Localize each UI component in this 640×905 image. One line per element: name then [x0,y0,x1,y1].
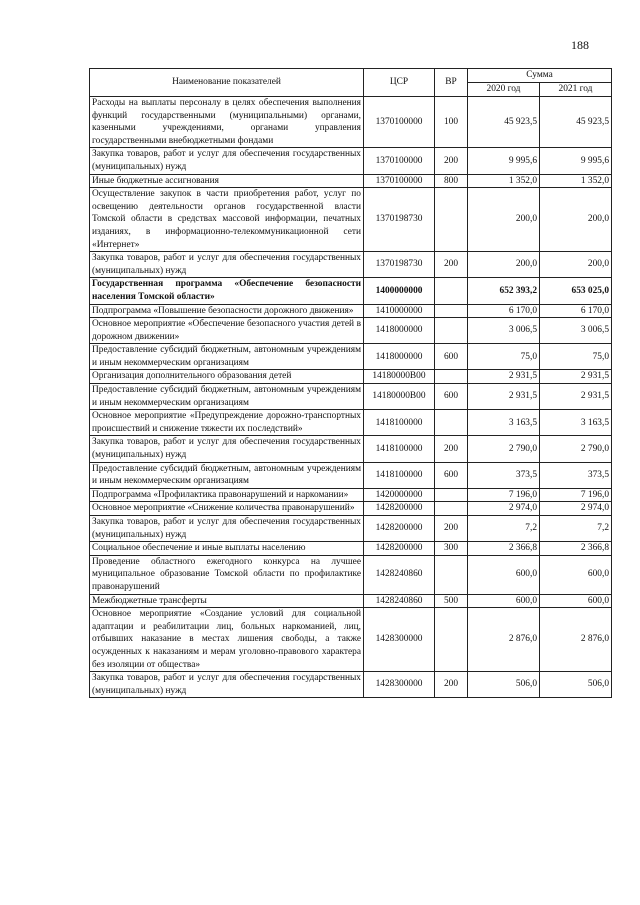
row-csr: 1418000000 [364,318,435,344]
row-amount-2021: 3 006,5 [540,318,612,344]
row-amount-2020: 200,0 [468,188,540,252]
row-csr: 1370198730 [364,188,435,252]
row-csr: 1428240860 [364,555,435,594]
row-name: Закупка товаров, работ и услуг для обеспечения государственных (муниципальных) нужд [90,516,364,542]
row-amount-2020: 506,0 [468,672,540,698]
row-name: Иные бюджетные ассигнования [90,174,364,188]
row-vr: 600 [435,344,468,370]
table-row [90,384,612,410]
row-amount-2020: 600,0 [468,594,540,608]
row-amount-2021: 2 931,5 [540,384,612,410]
table-row [90,555,612,594]
row-amount-2020: 1 352,0 [468,174,540,188]
row-amount-2021: 2 790,0 [540,436,612,462]
row-amount-2020: 3 163,5 [468,410,540,436]
table-row [90,318,612,344]
row-name: Основное мероприятие «Создание условий для социальной адаптации и реабилитации лиц, больных наркоманией, лиц, отбывших наказание в местах лишения свободы, а также осужденных к наказаниям и мерам уголовно-правового характера без изоляции от общества» [90,608,364,672]
row-csr: 1428200000 [364,502,435,516]
row-vr [435,188,468,252]
table-row [90,462,612,488]
row-amount-2020: 2 974,0 [468,502,540,516]
row-csr: 1370100000 [364,174,435,188]
row-csr: 1418100000 [364,410,435,436]
table-row [90,542,612,556]
row-name: Закупка товаров, работ и услуг для обеспечения государственных (муниципальных) нужд [90,252,364,278]
row-vr: 100 [435,97,468,148]
row-name: Основное мероприятие «Снижение количества правонарушений» [90,502,364,516]
row-amount-2021: 1 352,0 [540,174,612,188]
row-amount-2021: 200,0 [540,252,612,278]
row-csr: 1418100000 [364,462,435,488]
row-csr: 1418100000 [364,436,435,462]
row-amount-2021: 2 876,0 [540,608,612,672]
row-name: Государственная программа «Обеспечение безопасности населения Томской области» [90,278,364,304]
row-csr: 14180000В00 [364,384,435,410]
row-amount-2020: 2 931,5 [468,384,540,410]
row-amount-2021: 7 196,0 [540,488,612,502]
table-row [90,148,612,174]
row-csr: 1418000000 [364,344,435,370]
row-amount-2020: 2 366,8 [468,542,540,556]
row-amount-2020: 3 006,5 [468,318,540,344]
row-vr [435,488,468,502]
header-sum: Сумма [468,69,612,83]
row-csr: 1428200000 [364,516,435,542]
table-row [90,370,612,384]
table-row [90,608,612,672]
row-amount-2020: 9 995,6 [468,148,540,174]
row-name: Подпрограмма «Повышение безопасности дорожного движения» [90,304,364,318]
row-csr: 14180000В00 [364,370,435,384]
row-vr [435,555,468,594]
row-vr [435,608,468,672]
row-name: Закупка товаров, работ и услуг для обеспечения государственных (муниципальных) нужд [90,672,364,698]
table-row [90,278,612,304]
row-name: Осуществление закупок в части приобретения работ, услуг по освещению деятельности органов государственной власти Томской области в средствах массовой информации, печатных изданиях, в информационно-телекоммуникационной сети «Интернет» [90,188,364,252]
row-csr: 1370100000 [364,148,435,174]
row-amount-2020: 45 923,5 [468,97,540,148]
row-amount-2021: 3 163,5 [540,410,612,436]
table-row [90,188,612,252]
budget-table [89,68,612,698]
row-amount-2020: 652 393,2 [468,278,540,304]
table-row [90,410,612,436]
row-vr: 200 [435,436,468,462]
row-name: Основное мероприятие «Предупреждение дорожно-транспортных происшествий и снижение тяжести их последствий» [90,410,364,436]
table-row [90,502,612,516]
row-amount-2021: 506,0 [540,672,612,698]
row-vr: 500 [435,594,468,608]
row-name: Закупка товаров, работ и услуг для обеспечения государственных (муниципальных) нужд [90,148,364,174]
row-name: Предоставление субсидий бюджетным, автономным учреждениям и иным некоммерческим организациям [90,344,364,370]
row-amount-2021: 2 974,0 [540,502,612,516]
row-amount-2020: 6 170,0 [468,304,540,318]
row-name: Основное мероприятие «Обеспечение безопасного участия детей в дорожном движении» [90,318,364,344]
table-row [90,304,612,318]
row-csr: 1428200000 [364,542,435,556]
row-csr: 1428300000 [364,672,435,698]
row-vr [435,410,468,436]
table-row [90,97,612,148]
row-amount-2020: 200,0 [468,252,540,278]
row-amount-2021: 7,2 [540,516,612,542]
page-number: 188 [571,38,589,52]
row-name: Предоставление субсидий бюджетным, автономным учреждениям и иным некоммерческим организациям [90,384,364,410]
table-row [90,672,612,698]
row-csr: 1400000000 [364,278,435,304]
row-vr: 200 [435,252,468,278]
header-year-2021: 2021 год [540,83,612,97]
row-vr: 200 [435,516,468,542]
row-amount-2020: 7,2 [468,516,540,542]
row-csr: 1370100000 [364,97,435,148]
header-csr: ЦСР [364,69,435,97]
row-amount-2020: 7 196,0 [468,488,540,502]
row-amount-2021: 75,0 [540,344,612,370]
row-vr [435,370,468,384]
row-vr: 600 [435,462,468,488]
header-vr: ВР [435,69,468,97]
row-vr [435,278,468,304]
row-amount-2021: 373,5 [540,462,612,488]
row-amount-2020: 373,5 [468,462,540,488]
row-vr: 800 [435,174,468,188]
table-row [90,436,612,462]
table-row [90,516,612,542]
row-name: Закупка товаров, работ и услуг для обеспечения государственных (муниципальных) нужд [90,436,364,462]
header-name: Наименование показателей [90,69,364,97]
row-amount-2021: 2 366,8 [540,542,612,556]
row-amount-2021: 200,0 [540,188,612,252]
table-row [90,252,612,278]
row-amount-2020: 2 931,5 [468,370,540,384]
row-amount-2021: 45 923,5 [540,97,612,148]
row-amount-2021: 600,0 [540,555,612,594]
table-row [90,344,612,370]
row-csr: 1370198730 [364,252,435,278]
row-vr: 300 [435,542,468,556]
header-year-2020: 2020 год [468,83,540,97]
row-amount-2020: 2 876,0 [468,608,540,672]
row-name: Проведение областного ежегодного конкурса на лучшее муниципальное образование Томской области по профилактике правонарушений [90,555,364,594]
row-name: Межбюджетные трансферты [90,594,364,608]
row-csr: 1428240860 [364,594,435,608]
row-csr: 1428300000 [364,608,435,672]
table-row [90,488,612,502]
table-row [90,174,612,188]
row-vr: 200 [435,148,468,174]
row-amount-2021: 6 170,0 [540,304,612,318]
row-name: Социальное обеспечение и иные выплаты населению [90,542,364,556]
table-row [90,594,612,608]
row-amount-2021: 9 995,6 [540,148,612,174]
row-csr: 1410000000 [364,304,435,318]
row-name: Подпрограмма «Профилактика правонарушений и наркомании» [90,488,364,502]
row-vr [435,304,468,318]
row-name: Расходы на выплаты персоналу в целях обеспечения выполнения функций государственными (муниципальными) органами, казенными учреждениями, органами управления государственными внебюджетными фондами [90,97,364,148]
row-amount-2020: 600,0 [468,555,540,594]
row-amount-2020: 75,0 [468,344,540,370]
row-amount-2020: 2 790,0 [468,436,540,462]
row-name: Организация дополнительного образования детей [90,370,364,384]
row-name: Предоставление субсидий бюджетным, автономным учреждениям и иным некоммерческим организациям [90,462,364,488]
row-amount-2021: 2 931,5 [540,370,612,384]
row-vr [435,502,468,516]
row-amount-2021: 600,0 [540,594,612,608]
row-vr [435,318,468,344]
row-vr: 600 [435,384,468,410]
row-amount-2021: 653 025,0 [540,278,612,304]
row-vr: 200 [435,672,468,698]
row-csr: 1420000000 [364,488,435,502]
